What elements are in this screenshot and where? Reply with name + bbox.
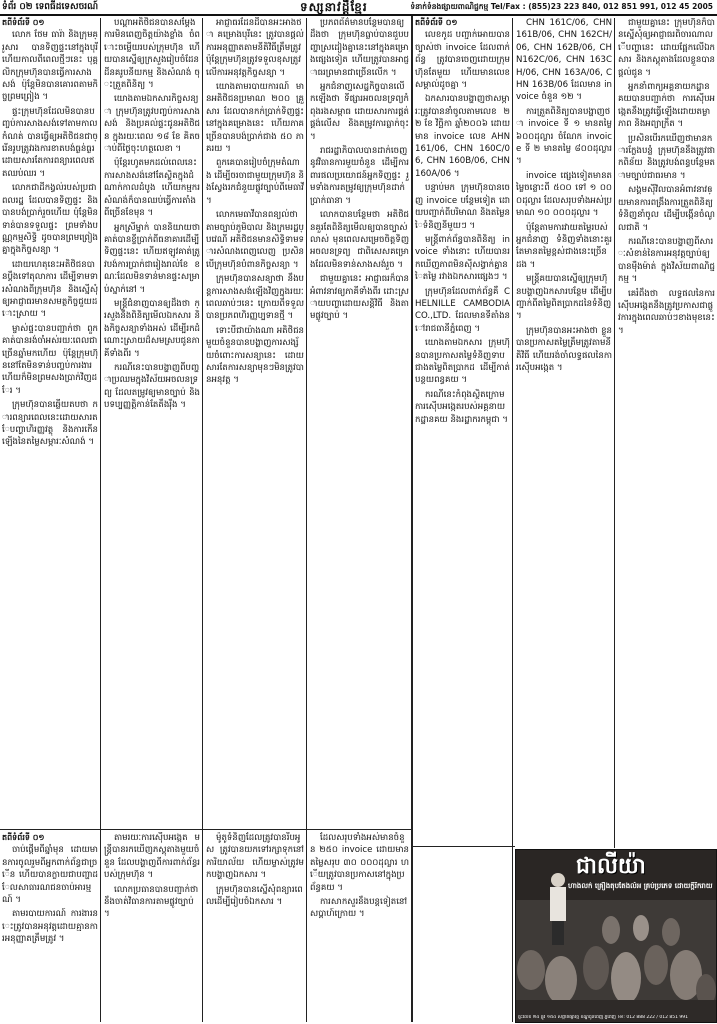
paragraph: យោងតាមឯកសារកិច្ចសន្យា ក្រុមហ៊ុនត្រូវបញ្ចប់ការសាងសង់ និងប្រគល់ផ្ទះជូនអតិថិជន ក្នុងរយៈពេល ១៨ ខែ គិតចាប់ពីថ្ងៃចុះហត្ថលេខា ។	[104, 94, 200, 155]
article-column	[104, 17, 200, 827]
paragraph: ចាប់ផ្តើមពីឆ្នាំមុន ដោយមានការចូលរួមពីអ្នកពាក់ព័ន្ធជាច្រើន ហើយបានក្លាយជាបញ្ហាដែលសាធារណជនចាប់អារម្មណ៍ ។	[2, 845, 98, 906]
paragraph: ករណីនេះបានបង្ហាញពីបញ្ហាប្រឈមក្នុងវិស័យអចលនទ្រព្យ ដែលតម្រូវឲ្យមានច្បាប់ និងបទប្បញ្ញត្តិកាន់តែតឹងរ៉ឹង ។	[104, 362, 200, 411]
section-divider	[0, 829, 411, 830]
advertising-contact: ទំនាក់ទំនងផ្សាយពាណិជ្ជកម្ម Tel/Fax : (855)23 223 840, 012 851 991, 012 45 2005	[410, 2, 713, 11]
paragraph: ម៉ូតូទំនិញដែលត្រូវបានរឹបអូស ត្រូវបានយកទៅរក្សាទុកនៅការិយាល័យ ហើយម្ចាស់ត្រូវមកបង្ហាញឯកសារ ។	[206, 833, 304, 881]
shop-brand-name: ជាលីយ៉ា	[576, 853, 646, 879]
section-divider	[411, 16, 413, 1022]
paragraph: លេខកូដ បញ្ជាក់អោយបានច្បាស់ថា invoice ដែលពាក់ព័ន្ធ ត្រូវបានចេញដោយក្រុមហ៊ុនតែមួយ ហើយមានលេខសម្គាល់ដូចគ្នា ។	[415, 30, 510, 91]
paragraph: ក្រុមហ៊ុនបានឆ្លើយតបថា ការពន្យារពេលនេះដោយសារតែបញ្ហាហិរញ្ញវត្ថុ និងការកើនឡើងនៃតម្លៃសម្ភារៈសំណង់ ។	[2, 400, 98, 448]
article-column	[2, 832, 98, 1022]
article-column	[516, 17, 612, 846]
paragraph: ជាមួយគ្នានេះ អាជ្ញាធរក៏បានអំពាវនាវឲ្យភាគីទាំងពីរ ដោះស្រាយបញ្ហាដោយសន្តិវិធី និងតាមផ្លូវច្បាប់ ។	[310, 274, 409, 322]
paragraph: ប្រភពព័ត៌មានបន្ថែមបានឲ្យដឹងថា ក្រុមហ៊ុនធ្លាប់បានជួបបញ្ហាស្រដៀងគ្នានេះនៅក្នុងគម្រោងផ្សេងទៀត ហើយត្រូវបានអាជ្ញាធរព្រមានជាច្រើនលើក ។	[310, 18, 409, 78]
article-column	[618, 17, 715, 846]
column-divider	[202, 18, 203, 1022]
paragraph: ប៉ុន្តែរហូតមកដល់ពេលនេះ ការសាងសង់នៅតែស្ថិតក្នុងដំណាក់កាលដំបូង ហើយកម្មករសំណង់ក៏បានឈប់ធ្វើការតាំងពីច្រើនខែមុន ។	[104, 158, 200, 219]
page-label: ទំព័រ ០២ ទេពធីដទេសចរណ៍	[2, 2, 99, 12]
column-divider	[306, 18, 307, 1022]
paragraph: យោងតាមរបាយការណ៍ មានអតិថិជនប្រមាណ ២០០ គ្រួសារ ដែលបានកក់ប្រាក់ទិញផ្ទះនៅក្នុងគម្រោងនេះ ហើយភាគច្រើនបានបង់ប្រាក់ជាង ៥០ ភាគរយ ។	[206, 82, 304, 155]
paragraph: គេរំពឹងថា លទ្ធផលនៃការស៊ើបអង្កេតនឹងត្រូវប្រកាសជាផ្លូវការក្នុងពេលឆាប់ៗខាងមុខនេះ ។	[618, 288, 715, 336]
paragraph: លោកជាដីកង្វល់របស់ប្រជាពលរដ្ឋ ដែលបានទិញផ្ទះ និងបានបង់ប្រាក់រួចហើយ ប៉ុន្តែមិនទាន់បានទទួលផ្ទះ ព្រមទាំងបណ្ណកម្មសិទ្ធិ ដូចបានព្រមព្រៀងគ្នាក្នុងកិច្ចសន្យា ។	[2, 183, 98, 256]
article-column	[2, 17, 98, 827]
paragraph: ប៉ុន្តែតាមការវាយតម្លៃរបស់អ្នកជំនាញ ទំនិញទាំងនោះគួរតែមានតម្លៃខ្ពស់ជាងនេះច្រើនដង ។	[516, 222, 612, 270]
paragraph: លោកមេធាវីបានពន្យល់ថា តាមច្បាប់ភូមិបាល និងក្រមរដ្ឋប្បវេណី អតិថិជនមានសិទ្ធិទាមទារសំណងពេញលេញ ប្រសិនបើក្រុមហ៊ុនបំពានកិច្ចសន្យា ។	[206, 210, 304, 270]
paragraph: បន្ទាប់មក ក្រុមហ៊ុនបានចេញ invoice បន្ថែមទៀត ដោយបញ្ជាក់ពីបរិមាណ និងតម្លៃនៃទំនិញនីមួយៗ ។	[415, 183, 510, 231]
paragraph: យោងតាមឯកសារ ក្រុមហ៊ុនបានប្រកាសតម្លៃទំនិញទាបជាងតម្លៃពិតប្រាកដ ដើម្បីកាត់បន្ថយពន្ធគយ ។	[415, 338, 510, 386]
paragraph: ដែលសរុបទាំងអស់មានចំនួន ២៥០ invoice ដោយមានតម្លៃសរុប ៣០ ០០០ដុល្លារ ហើយត្រូវបានប្រកាសនៅក្នុងប្រព័ន្ធគយ ។	[310, 833, 409, 893]
article-column	[310, 832, 409, 1022]
continued-label: តពីទំព័រទី ០១	[2, 833, 45, 842]
shop-tagline: ហាងលក់ គ្រឿងតុបតែងលំអ គ្រប់ប្រភេទ ដោយក្តីរីករាយ	[568, 882, 713, 890]
paragraph: ក្រុមហ៊ុនបានស្នើសុំពន្យារពេលដើម្បីរៀបចំឯកសារ ។	[206, 884, 303, 908]
paragraph: អ្នកស្រីម្នាក់ បាននិយាយថា គាត់បានខ្ចីប្រាក់ពីធនាគារដើម្បីទិញផ្ទះនេះ ហើយឥឡូវគាត់ត្រូវបង់ការប្រាក់ជារៀងរាល់ខែ ខណៈដែលមិនទាន់មានផ្ទះសម្រាប់ស្នាក់នៅ ។	[104, 222, 200, 295]
paragraph: មន្ត្រីជំនាញបានឲ្យដឹងថា ក្រសួងនឹងពិនិត្យមើលឯកសារ និងកិច្ចសន្យាទាំងអស់ ដើម្បីរកដំណោះស្រាយដ៏សមស្របជូនភាគីទាំងពីរ ។	[104, 298, 200, 359]
paragraph: ការត្រួតពិនិត្យបានបង្ហាញថា invoice ទី ១ មានតម្លៃ ៦០០ដុល្លារ ចំណែក invoice ទី ២ មានតម្លៃ ៨០០ដុល្លារ ។	[516, 106, 612, 167]
continued-label: តពីទំព័រទី ០១	[415, 18, 458, 27]
column-divider	[512, 18, 513, 1022]
paragraph: ក្រុមហ៊ុនបានអះអាងថា ខ្លួនបានប្រកាសតម្លៃត្រឹមត្រូវតាមនីតិវិធី ហើយរង់ចាំលទ្ធផលនៃការស៊ើបអង្កេត ។	[516, 325, 612, 373]
paragraph: បណ្តាអតិថិជនបានសម្តែងការមិនពេញចិត្តយ៉ាងខ្លាំង ចំពោះចម្លើយរបស់ក្រុមហ៊ុន ហើយបានស្នើឲ្យក្រសួងរៀបចំដែនដីនគរូបនីយកម្ម និងសំណង់ ចុះត្រួតពិនិត្យ ។	[104, 18, 200, 91]
paragraph: លោក ថែម ធារ៉ា និងក្រុមគ្រួសារ បានទិញផ្ទះនៅក្នុងបុរី ហើយកាលពីពេលថ្មីៗនេះ បុគ្គលិកក្រុមហ៊ុនបានធ្វើការសាងសង់ ប៉ុន្តែមិនបានគោរពតាមកិច្ចព្រមព្រៀង ។	[2, 30, 98, 103]
paragraph: ដោយហេតុនេះអតិថិជនបានប្តឹងទៅតុលាការ ដើម្បីទាមទារសំណងពីក្រុមហ៊ុន និងស្នើសុំឲ្យអាជ្ញាធរមានសមត្ថកិច្ចជួយដោះស្រាយ ។	[2, 259, 98, 320]
paragraph: រាជរដ្ឋាភិបាលបានដាក់ចេញនូវវិធានការមួយចំនួន ដើម្បីការពារផលប្រយោជន៍អ្នកទិញផ្ទះ រួមទាំងការតម្រូវឲ្យក្រុមហ៊ុនដាក់ប្រាក់ធានា ។	[310, 146, 409, 206]
paragraph: ទោះបីជាយ៉ាងណា អតិថិជនមួយចំនួនបានបង្ហាញការសង្ស័យចំពោះការសន្យានេះ ដោយសារតែការសន្យាមុនៗមិនត្រូវបានអនុវត្ត ។	[206, 325, 304, 386]
paragraph: ករណីនេះបានបង្ហាញពីសារៈសំខាន់នៃការអនុវត្តច្បាប់ឲ្យបានម៉ឺងម៉ាត់ ក្នុងវិស័យពាណិជ្ជកម្ម ។	[618, 236, 715, 285]
paragraph: ប្រសិនបើរកឃើញថាមានការក្លែងបន្លំ ក្រុមហ៊ុននឹងត្រូវផាកពិន័យ និងត្រូវបង់ពន្ធបន្ថែមតាមច្បាប់ជាធរមាន ។	[618, 133, 715, 181]
article-column	[104, 832, 200, 1022]
paragraph: សង្គមស៊ីវិលបានអំពាវនាវឲ្យមានការពង្រឹងការត្រួតពិនិត្យទំនិញនាំចូល ដើម្បីបង្កើនចំណូលជាតិ ។	[618, 185, 715, 233]
paragraph: ជាមួយគ្នានេះ ក្រុមហ៊ុនក៏បានស្នើសុំឲ្យអាជ្ញាធរពិចារណាលើបញ្ហានេះ ដោយផ្អែកលើឯកសារ និងភស្តុតាងដែលខ្លួនបានផ្តល់ជូន ។	[618, 18, 715, 78]
column-divider	[100, 18, 101, 1022]
paragraph: ម្ចាស់ផ្ទះបានបញ្ជាក់ថា ពួកគាត់បានរង់ចាំអស់រយៈពេលជាច្រើនឆ្នាំមកហើយ ប៉ុន្តែក្រុមហ៊ុននៅតែមិនទាន់បញ្ចប់ការងារ ហើយក៏មិនព្រមសងប្រាក់វិញដែរ ។	[2, 323, 98, 396]
paragraph: លោកបានបន្ថែមថា អតិថិជនគួរតែពិនិត្យមើលឲ្យបានច្បាស់លាស់ មុនពេលសម្រេចចិត្តទិញអចលនទ្រព្យ ជាពិសេសគម្រោងដែលមិនទាន់សាងសង់រួច ។	[310, 210, 409, 270]
continued-label: តពីទំព័រទី ០១	[2, 18, 45, 27]
paragraph: ផ្ទះក្រុមហ៊ុនដែលមិនបានបញ្ចប់ការសាងសង់ទៅតាមកាលកំណត់ បានធ្វើឲ្យអតិថិជនជាច្រើនរូបត្រូវរងការខាតបង់ធ្ងន់ធ្ងរ ដោយសារតែការពន្យារពេលឥតឈប់ឈរ ។	[2, 106, 98, 179]
section-divider	[413, 846, 515, 847]
paragraph: តាមរបាយការណ៍ ការងារនេះត្រូវបានអនុវត្តដោយគ្មានការអនុញ្ញាតត្រឹមត្រូវ ។	[2, 909, 98, 945]
paragraph: CHN 161C/06, CHN 161B/06, CHN 162CH/06, CHN 162B/06, CHN162C/06, CHN 163CH/06, CHN 163A/06, CHN 163B/06 ដែលមាន invoice ចំនួន ១២ ។	[516, 18, 612, 103]
paragraph: invoice ផ្សេងទៀតមានតម្លៃចន្លោះពី ៥០០ ទៅ ១ ០០០ដុល្លារ ដែលសរុបទាំងអស់ប្រមាណ ១០ ០០០ដុល្លារ ។	[516, 170, 612, 219]
shop-contact: ផ្ទះលេខ ២៤ ផ្លូវ ១៥៤ សង្កាត់ផ្សារថ្មី ខណ្ឌដូនពេញ ភ្នំពេញ Tel: 012 888 222 / 012 851 991	[518, 1015, 688, 1020]
column-divider	[614, 18, 615, 848]
paragraph: អ្នកនាំពាក្យអគ្គនាយកដ្ឋានគយបានបញ្ជាក់ថា ការស៊ើបអង្កេតនឹងត្រូវធ្វើឡើងដោយតម្លាភាព និងអព្យាក្រឹត ។	[618, 82, 715, 130]
page-header	[0, 0, 717, 16]
article-column	[415, 17, 510, 844]
paragraph: អ្នកជំនាញសេដ្ឋកិច្ចបានលើកឡើងថា ទីផ្សារអចលនទ្រព្យកំពុងរងសម្ពាធ ដោយសារការផ្គត់ផ្គង់លើស និងតម្រូវការធ្លាក់ចុះ ។	[310, 82, 409, 142]
paragraph: ក្រុមហ៊ុនបានសន្យាថា នឹងបន្តការសាងសង់ឡើងវិញក្នុងរយៈពេលឆាប់ៗនេះ ក្រោយពីទទួលបានប្រភពហិរញ្ញប្បទានថ្មី ។	[206, 274, 304, 322]
paragraph: ការសាកសួរនឹងបន្តទៀតនៅសប្តាហ៍ក្រោយ ។	[310, 897, 408, 920]
masthead-title: ទស្សនាវដ្តីខ្មែរ	[300, 0, 368, 14]
paragraph: ឯកសារបានបង្ហាញថាសម្ភារៈត្រូវបាននាំចូលតាមលេខ ២២ ខែ វិច្ឆិកា ឆ្នាំ២០០៦ ដោយមាន invoice លេខ AHN 161/06, CHN 160C/06, CHN 160B/06, CHN 160A/06 ។	[415, 94, 510, 179]
shop-advertisement	[515, 849, 717, 1023]
article-column	[310, 17, 409, 827]
article-column	[206, 17, 304, 827]
paragraph: មន្ត្រីគយបានស្នើឲ្យក្រុមហ៊ុនបង្ហាញឯកសារបន្ថែម ដើម្បីបញ្ជាក់ពីតម្លៃពិតប្រាកដនៃទំនិញ ។	[516, 274, 612, 322]
paragraph: លោកប្រធានបានបញ្ជាក់ថា នឹងចាត់វិធានការតាមផ្លូវច្បាប់ ។	[104, 884, 199, 920]
paragraph: មន្ត្រីពាក់ព័ន្ធបានពិនិត្យ invoice ទាំងនោះ ហើយបានរកឃើញភាពមិនស៊ីសង្វាក់គ្នានៃតម្លៃ រវាងឯកសារផ្សេងៗ ។	[415, 234, 510, 283]
paragraph: តាមរយៈការស៊ើបអង្កេត មន្ត្រីបានរកឃើញភស្តុតាងមួយចំនួន ដែលបង្ហាញពីការពាក់ព័ន្ធរបស់ក្រុមហ៊ុន ។	[104, 833, 200, 881]
paragraph: ក្រុមហ៊ុនដែលពាក់ព័ន្ធគឺ CHELNILLE CAMBODIA CO.,LTD. ដែលមានទីតាំងនៅរាជធានីភ្នំពេញ ។	[415, 286, 510, 334]
paragraph: អាជ្ញាធរដែនដីបានអះអាងថា គម្រោងបុរីនេះ ត្រូវបានផ្តល់ការអនុញ្ញាតតាមនីតិវិធីត្រឹមត្រូវ ប៉ុន្តែក្រុមហ៊ុនត្រូវទទួលខុសត្រូវលើការអនុវត្តកិច្ចសន្យា ។	[206, 18, 304, 78]
article-column	[206, 832, 304, 1022]
paragraph: ករណីនេះកំពុងស្ថិតក្រោមការស៊ើបអង្កេតរបស់អគ្គនាយកដ្ឋានគយ និងរដ្ឋាករកម្ពុជា ។	[415, 389, 508, 425]
paragraph: ពួកគេបានរៀបចំក្រុមតំណាង ដើម្បីចរចាជាមួយក្រុមហ៊ុន និងស្វែងរកជំនួយផ្លូវច្បាប់ពីមេធាវី ។	[206, 158, 304, 206]
